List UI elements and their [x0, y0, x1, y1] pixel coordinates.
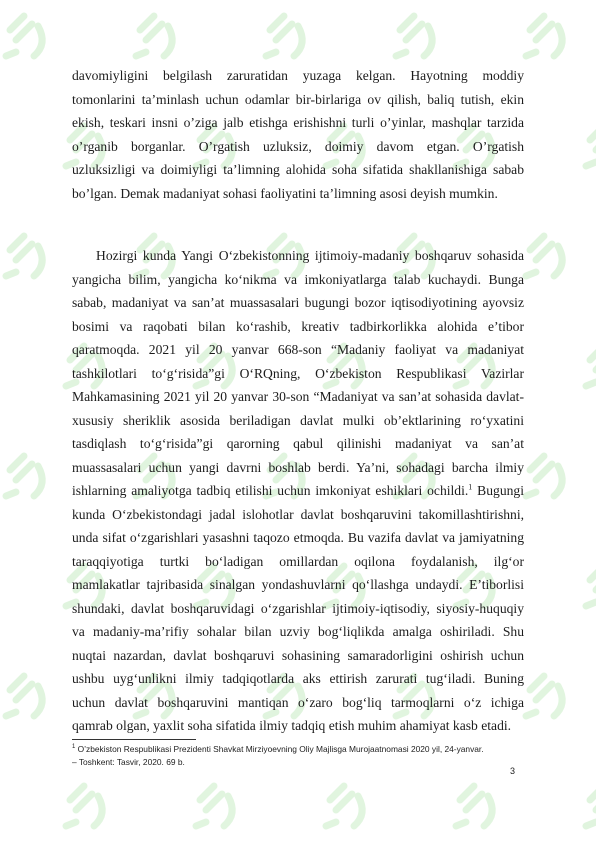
text-line: yangicha bilim, yangicha ko‘nikma va imkoniyatlarga talab kuchaydi. Bunga: [72, 271, 524, 287]
text-line: tasdiqlash to‘g‘risida”gi qarorning qabul qilinishi madaniyat va san’at: [72, 436, 524, 451]
watermark-glyph: [136, 16, 172, 56]
text-line: ekish, teskari insni o’ziga jalb etishga erishishni turli o’yinlar, mashqlar tarzida: [72, 115, 524, 130]
text-line: bosimi va raqobati bilan ko‘rashib, kreativ tadbirkorlikka alohida e’tibor: [72, 318, 524, 334]
text-line: sabab, madaniyat va san’at muassasalari bugungi bozor iqtisodiyotining ayovsiz: [72, 295, 524, 310]
watermark-glyph: [6, 16, 42, 56]
text-segment: ishlarning amaliyotga tadbiq etilishi uchun imkoniyat eshiklari ochildi.: [72, 483, 469, 498]
text-line: uchun davlat boshqaruvini mantiqan o‘zaro bog‘liq tarmoqlarni o‘z ichiga: [72, 694, 524, 710]
text-line: ushbu uyg‘unlikni ilmiy tadqiqotlarda aks ettirish zarurati tug‘iladi. Buning: [72, 671, 524, 686]
watermark-glyph: [586, 346, 596, 386]
watermark-glyph: [586, 566, 596, 606]
text-line: va madaniy-ma’rifiy sohalar bilan uzviy bog‘liqlikda amalga oshiriladi. Shu: [72, 624, 524, 639]
watermark-glyph: [526, 456, 562, 496]
watermark-glyph: [6, 236, 42, 276]
footnote-number: 1: [72, 744, 76, 751]
text-line: bo’lgan. Demak madaniyat sohasi faoliyatini ta’limning asosi deyish mumkin.: [72, 185, 498, 201]
text-line: xususiy sheriklik asosida beriladigan davlat mulki ob’ektlarining ro‘yxatini: [72, 412, 524, 428]
text-line: davomiyligini belgilash zaruratidan yuzaga kelgan. Hayotning moddiy: [72, 68, 524, 83]
text-segment: Bugungi: [472, 483, 524, 498]
watermark-glyph: [196, 786, 232, 826]
text-line: qamrab olgan, yaxlit soha sifatida ilmiy tadqiq etish muhim ahamiyat kasb etadi.: [72, 718, 512, 733]
text-line: unda sifat o‘zgarishlari yasashni taqozo etmoqda. Bu vazifa davlat va jamiyatning: [72, 530, 524, 545]
paragraph-1: [72, 64, 524, 205]
watermark-glyph: [6, 676, 42, 716]
footnote-reference[interactable]: 1: [468, 482, 473, 492]
text-line: uzluksizligi va doimiyligi ta’limning alohida soha sifatida shakllanishiga sabab: [72, 162, 524, 177]
text-line: taraqqiyotiga turtki bo‘ladigan omillardan oqilona foydalanish, ilg‘or: [72, 553, 524, 569]
text-line: tomonlarini ta’minlash uchun odamlar bir-birlariga ov qilish, baliq tutish, ekin: [72, 91, 524, 107]
watermark-glyph: [396, 16, 432, 56]
text-line: nuqtai nazardan, davlat boshqaruvi sohasining samaradorligini oshirish uchun: [72, 647, 524, 663]
text-line: mamlakatlar tajribasida sinalgan yondashuvlarni qo‘llashga undaydi. E’tiborlisi: [72, 577, 524, 592]
text-line: Hozirgi kunda Yangi O‘zbekistonning ijtimoiy-madaniy boshqaruv sohasida: [96, 248, 524, 263]
watermark-glyph: [526, 676, 562, 716]
text-line-with-footnote: [72, 479, 524, 503]
text-line: Mahkamasining 2021 yil 20 yanvar 30-son “Madaniyat va san’at sohasida davlat-: [72, 389, 524, 404]
footnote: [72, 743, 532, 769]
text-line: o’rganib borganlar. O’rgatish uzluksiz, doimiy davom etgan. O’rgatish: [72, 138, 524, 154]
text-line: kunda O‘zbekistondagi jadal islohotlar davlat boshqaruvini takomillashtirishni,: [72, 506, 524, 522]
watermark-glyph: [456, 786, 492, 826]
watermark-glyph: [266, 16, 302, 56]
text-line: tashkilotlari to‘g‘risida”gi O‘RQning, O‘zbekiston Respublikasi Vazirlar: [72, 365, 524, 381]
watermark-glyph: [526, 236, 562, 276]
watermark-glyph: [586, 126, 596, 166]
watermark-glyph: [6, 456, 42, 496]
watermark-glyph: [586, 786, 596, 826]
watermark-glyph: [66, 786, 102, 826]
paragraph-2: [72, 244, 524, 738]
text-line: muassasalari uchun yangi davrni boshlab berdi. Ya’ni, sohadagi barcha ilmiy: [72, 459, 524, 475]
watermark-glyph: [326, 786, 362, 826]
footnote-line: [72, 743, 532, 756]
text-line: qaratmoqda. 2021 yil 20 yanvar 668-son “Madaniy faoliyat va madaniyat: [72, 342, 524, 357]
page-number: 3: [510, 766, 516, 776]
footnote-separator: [72, 739, 196, 740]
watermark-glyph: [526, 16, 562, 56]
text-line: shundaki, davlat boshqaruvidagi o‘zgarishlar ijtimoiy-iqtisodiy, siyosiy-huquqiy: [72, 600, 524, 616]
footnote-text: O’zbekiston Respublikasi Prezidenti Shavkat Mirziyoevning Oliy Majlisga Murojaatnomasi 2020 yil, 24-yanvar.: [75, 744, 484, 754]
footnote-line: – Toshkent: Tasvir, 2020. 69 b.: [72, 757, 185, 767]
